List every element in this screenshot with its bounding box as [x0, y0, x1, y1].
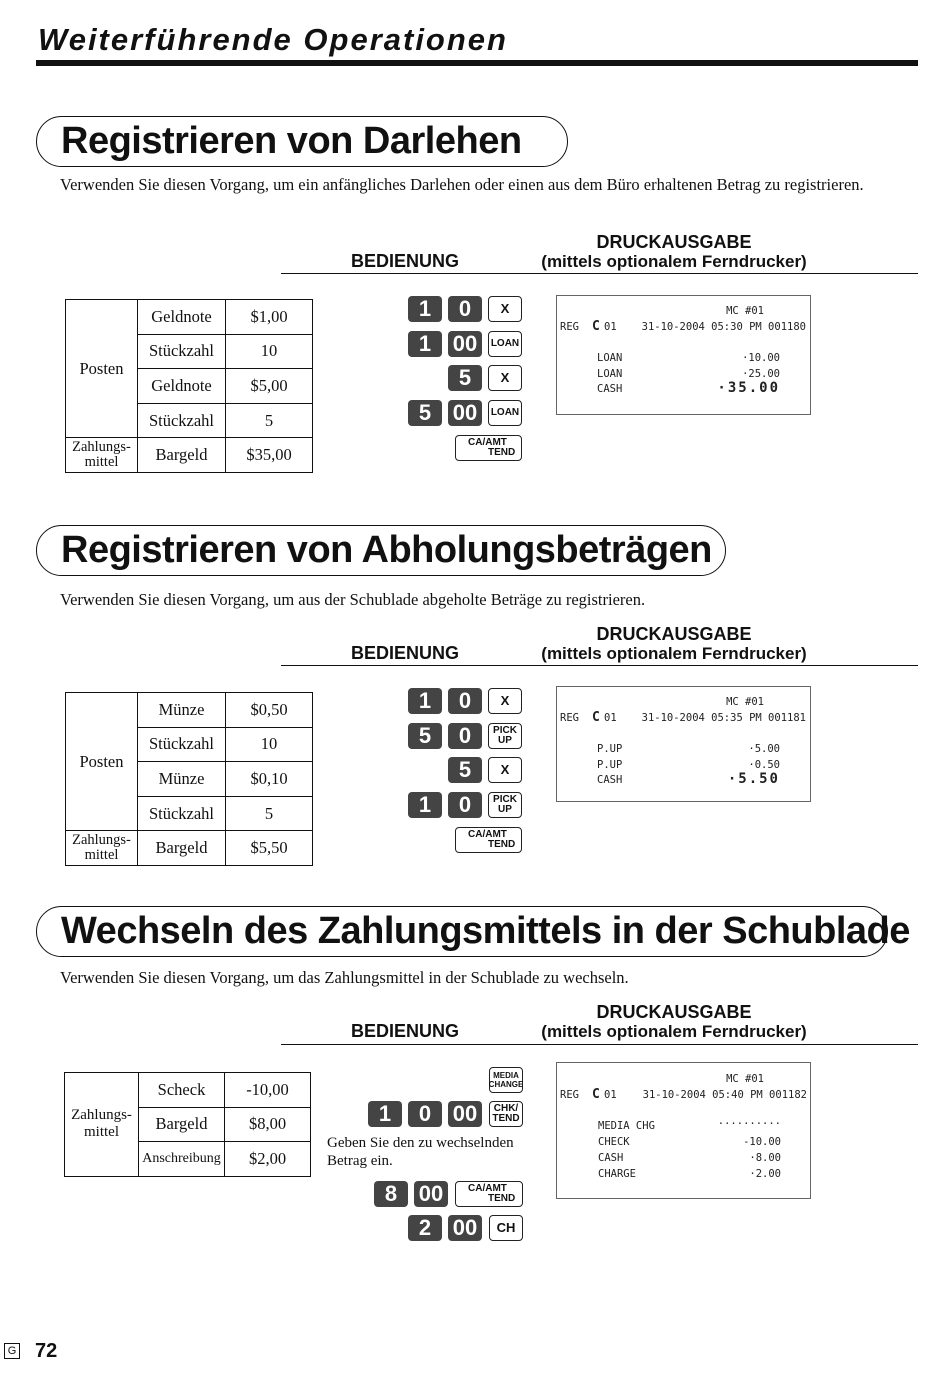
section-title-pickup: Registrieren von Abholungsbeträgen [36, 525, 726, 576]
section-desc-loan: Verwenden Sie diesen Vorgang, um ein anfängliches Darlehen oder einen aus dem Büro erhaltenen Betrag zu registrieren. [60, 175, 864, 194]
key-0[interactable]: 0 [448, 688, 482, 714]
page-number: 72 [35, 1340, 58, 1362]
chapter-rule [36, 60, 918, 66]
section-title-media-change: Wechseln des Zahlungsmittels in der Schublade [36, 906, 888, 957]
key-00[interactable]: 00 [448, 1215, 482, 1241]
media-change-table: Zahlungs- mittel Scheck -10,00 Bargeld $8,00 Anschreibung $2,00 [64, 1072, 311, 1177]
key-0[interactable]: 0 [448, 792, 482, 818]
section-title-loan: Registrieren von Darlehen [36, 116, 568, 167]
key-5[interactable]: 5 [448, 365, 482, 391]
key-ca-amt-tend[interactable]: CA/AMT TEND [455, 435, 522, 461]
header-rule [281, 273, 918, 274]
loan-table: Posten Geldnote $1,00 Stückzahl 10 Geldnote $5,00 Stückzahl 5 Zahlungs- mittel Bargeld $35,00 [65, 299, 313, 473]
key-00[interactable]: 00 [414, 1181, 448, 1207]
druckausgabe-header: DRUCKAUSGABE (mittels optionalem Ferndrucker) [541, 1002, 807, 1041]
key-00[interactable]: 00 [448, 1101, 482, 1127]
key-ca-amt-tend[interactable]: CA/AMT TEND [455, 827, 522, 853]
key-1[interactable]: 1 [368, 1101, 402, 1127]
druckausgabe-header: DRUCKAUSGABE (mittels optionalem Ferndrucker) [541, 232, 807, 271]
key-multiply[interactable]: X [488, 365, 522, 391]
key-2[interactable]: 2 [408, 1215, 442, 1241]
receipt-loan: MC #01 REG C 01 31-10-2004 05:30 PM 001180 LOAN ·10.00 LOAN ·25.00 CASH ·35.00 [556, 295, 811, 415]
key-0[interactable]: 0 [448, 723, 482, 749]
key-multiply[interactable]: X [488, 688, 522, 714]
key-pickup[interactable]: PICK UP [488, 792, 522, 818]
receipt-media-change: MC #01 REG C 01 31-10-2004 05:40 PM 001182 MEDIA CHG ·········· CHECK -10.00 CASH ·8.00 CHARGE ·2.00 [556, 1062, 811, 1199]
key-1[interactable]: 1 [408, 296, 442, 322]
key-5[interactable]: 5 [408, 400, 442, 426]
key-loan[interactable]: LOAN [488, 400, 522, 426]
key-0[interactable]: 0 [448, 296, 482, 322]
pickup-table: Posten Münze $0,50 Stückzahl 10 Münze $0,10 Stückzahl 5 Zahlungs- mittel Bargeld $5,50 [65, 692, 313, 866]
key-pickup[interactable]: PICK UP [488, 723, 522, 749]
key-media-change[interactable]: MEDIA CHANGE [489, 1067, 523, 1093]
section-desc-media-change: Verwenden Sie diesen Vorgang, um das Zahlungsmittel in der Schublade zu wechseln. [60, 968, 629, 987]
key-1[interactable]: 1 [408, 331, 442, 357]
chapter-title: Weiterführende Operationen [38, 22, 508, 57]
header-rule [281, 665, 918, 666]
bedienung-header: BEDIENUNG [351, 643, 460, 663]
key-00[interactable]: 00 [448, 400, 482, 426]
key-1[interactable]: 1 [408, 688, 442, 714]
key-multiply[interactable]: X [488, 296, 522, 322]
key-charge[interactable]: CH [489, 1215, 523, 1241]
key-1[interactable]: 1 [408, 792, 442, 818]
language-badge: G [4, 1343, 20, 1359]
key-8[interactable]: 8 [374, 1181, 408, 1207]
key-5[interactable]: 5 [448, 757, 482, 783]
druckausgabe-header: DRUCKAUSGABE (mittels optionalem Ferndrucker) [541, 624, 807, 663]
receipt-pickup: MC #01 REG C 01 31-10-2004 05:35 PM 001181 P.UP ·5.00 P.UP ·0.50 CASH ·5.50 [556, 686, 811, 802]
amount-note: Geben Sie den zu wechselnden Betrag ein. [327, 1135, 514, 1169]
bedienung-header: BEDIENUNG [351, 251, 460, 271]
header-rule [281, 1044, 918, 1045]
key-chk-tend[interactable]: CHK/ TEND [489, 1101, 523, 1127]
key-0[interactable]: 0 [408, 1101, 442, 1127]
key-00[interactable]: 00 [448, 331, 482, 357]
key-ca-amt-tend[interactable]: CA/AMT TEND [455, 1181, 523, 1207]
key-5[interactable]: 5 [408, 723, 442, 749]
bedienung-header: BEDIENUNG [351, 1021, 460, 1041]
section-desc-pickup: Verwenden Sie diesen Vorgang, um aus der Schublade abgeholte Beträge zu registrieren. [60, 590, 646, 609]
key-loan[interactable]: LOAN [488, 331, 522, 357]
key-multiply[interactable]: X [488, 757, 522, 783]
